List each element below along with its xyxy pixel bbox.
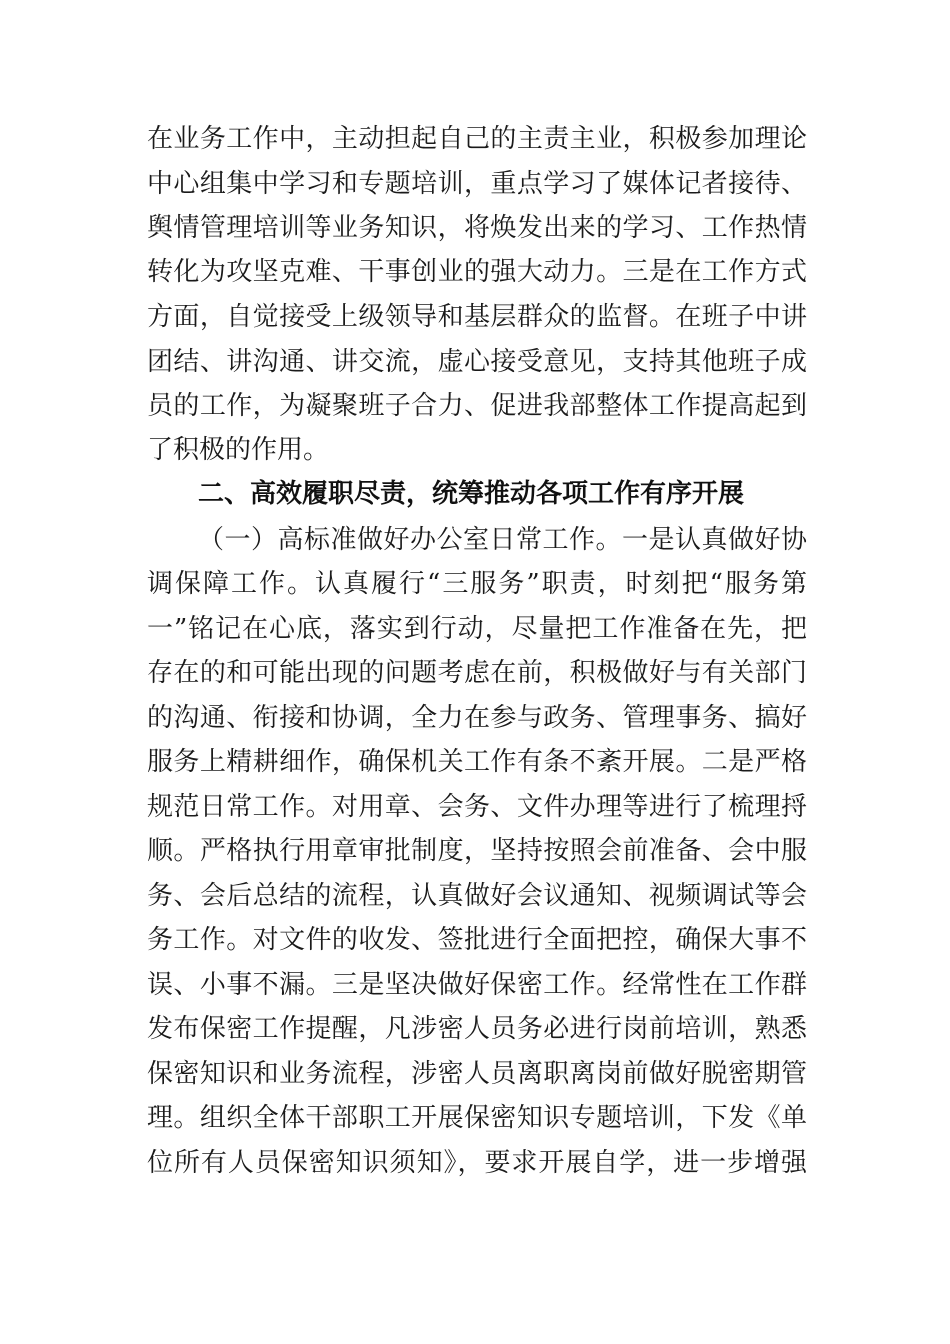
para2-line: 一”铭记在心底，落实到行动，尽量把工作准备在先，把: [147, 614, 807, 644]
section-heading: 二、高效履职尽责，统筹推动各项工作有序开展: [198, 479, 745, 509]
para2-line: 调保障工作。认真履行“三服务”职责，时刻把“服务第: [147, 569, 807, 599]
para2-line: 误、小事不漏。三是坚决做好保密工作。经常性在工作群: [147, 970, 807, 1000]
para2-line: 理。组织全体干部职工开展保密知识专题培训，下发《单: [147, 1103, 807, 1133]
para2-line: 保密知识和业务流程，涉密人员离职离岗前做好脱密期管: [147, 1059, 807, 1089]
para1-line: 转化为攻坚克难、干事创业的强大动力。三是在工作方式: [147, 257, 807, 287]
para2-line: 发布保密工作提醒，凡涉密人员务必进行岗前培训，熟悉: [147, 1014, 807, 1044]
para1-line: 舆情管理培训等业务知识，将焕发出来的学习、工作热情: [147, 213, 807, 243]
para2-line: （一）高标准做好办公室日常工作。一是认真做好协: [198, 525, 807, 555]
para1-line: 团结、讲沟通、讲交流，虚心接受意见，支持其他班子成: [147, 347, 807, 377]
para2-line: 存在的和可能出现的问题考虑在前，积极做好与有关部门: [147, 658, 807, 688]
para2-line: 的沟通、衔接和协调，全力在参与政务、管理事务、搞好: [147, 703, 807, 733]
para1-line: 中心组集中学习和专题培训，重点学习了媒体记者接待、: [147, 169, 807, 199]
para2-line: 位所有人员保密知识须知》，要求开展自学，进一步增强: [147, 1148, 807, 1178]
para2-line: 规范日常工作。对用章、会务、文件办理等进行了梳理捋: [147, 792, 807, 822]
para1-line: 在业务工作中，主动担起自己的主责主业，积极参加理论: [147, 124, 807, 154]
para2-line: 务、会后总结的流程，认真做好会议通知、视频调试等会: [147, 881, 807, 911]
para2-line: 顺。严格执行用章审批制度，坚持按照会前准备、会中服: [147, 836, 807, 866]
para1-line: 了积极的作用。: [147, 435, 330, 465]
para2-line: 务工作。对文件的收发、签批进行全面把控，确保大事不: [147, 925, 807, 955]
para1-line: 员的工作，为凝聚班子合力、促进我部整体工作提高起到: [147, 391, 807, 421]
para1-line: 方面，自觉接受上级领导和基层群众的监督。在班子中讲: [147, 302, 807, 332]
para2-line: 服务上精耕细作，确保机关工作有条不紊开展。二是严格: [147, 747, 807, 777]
